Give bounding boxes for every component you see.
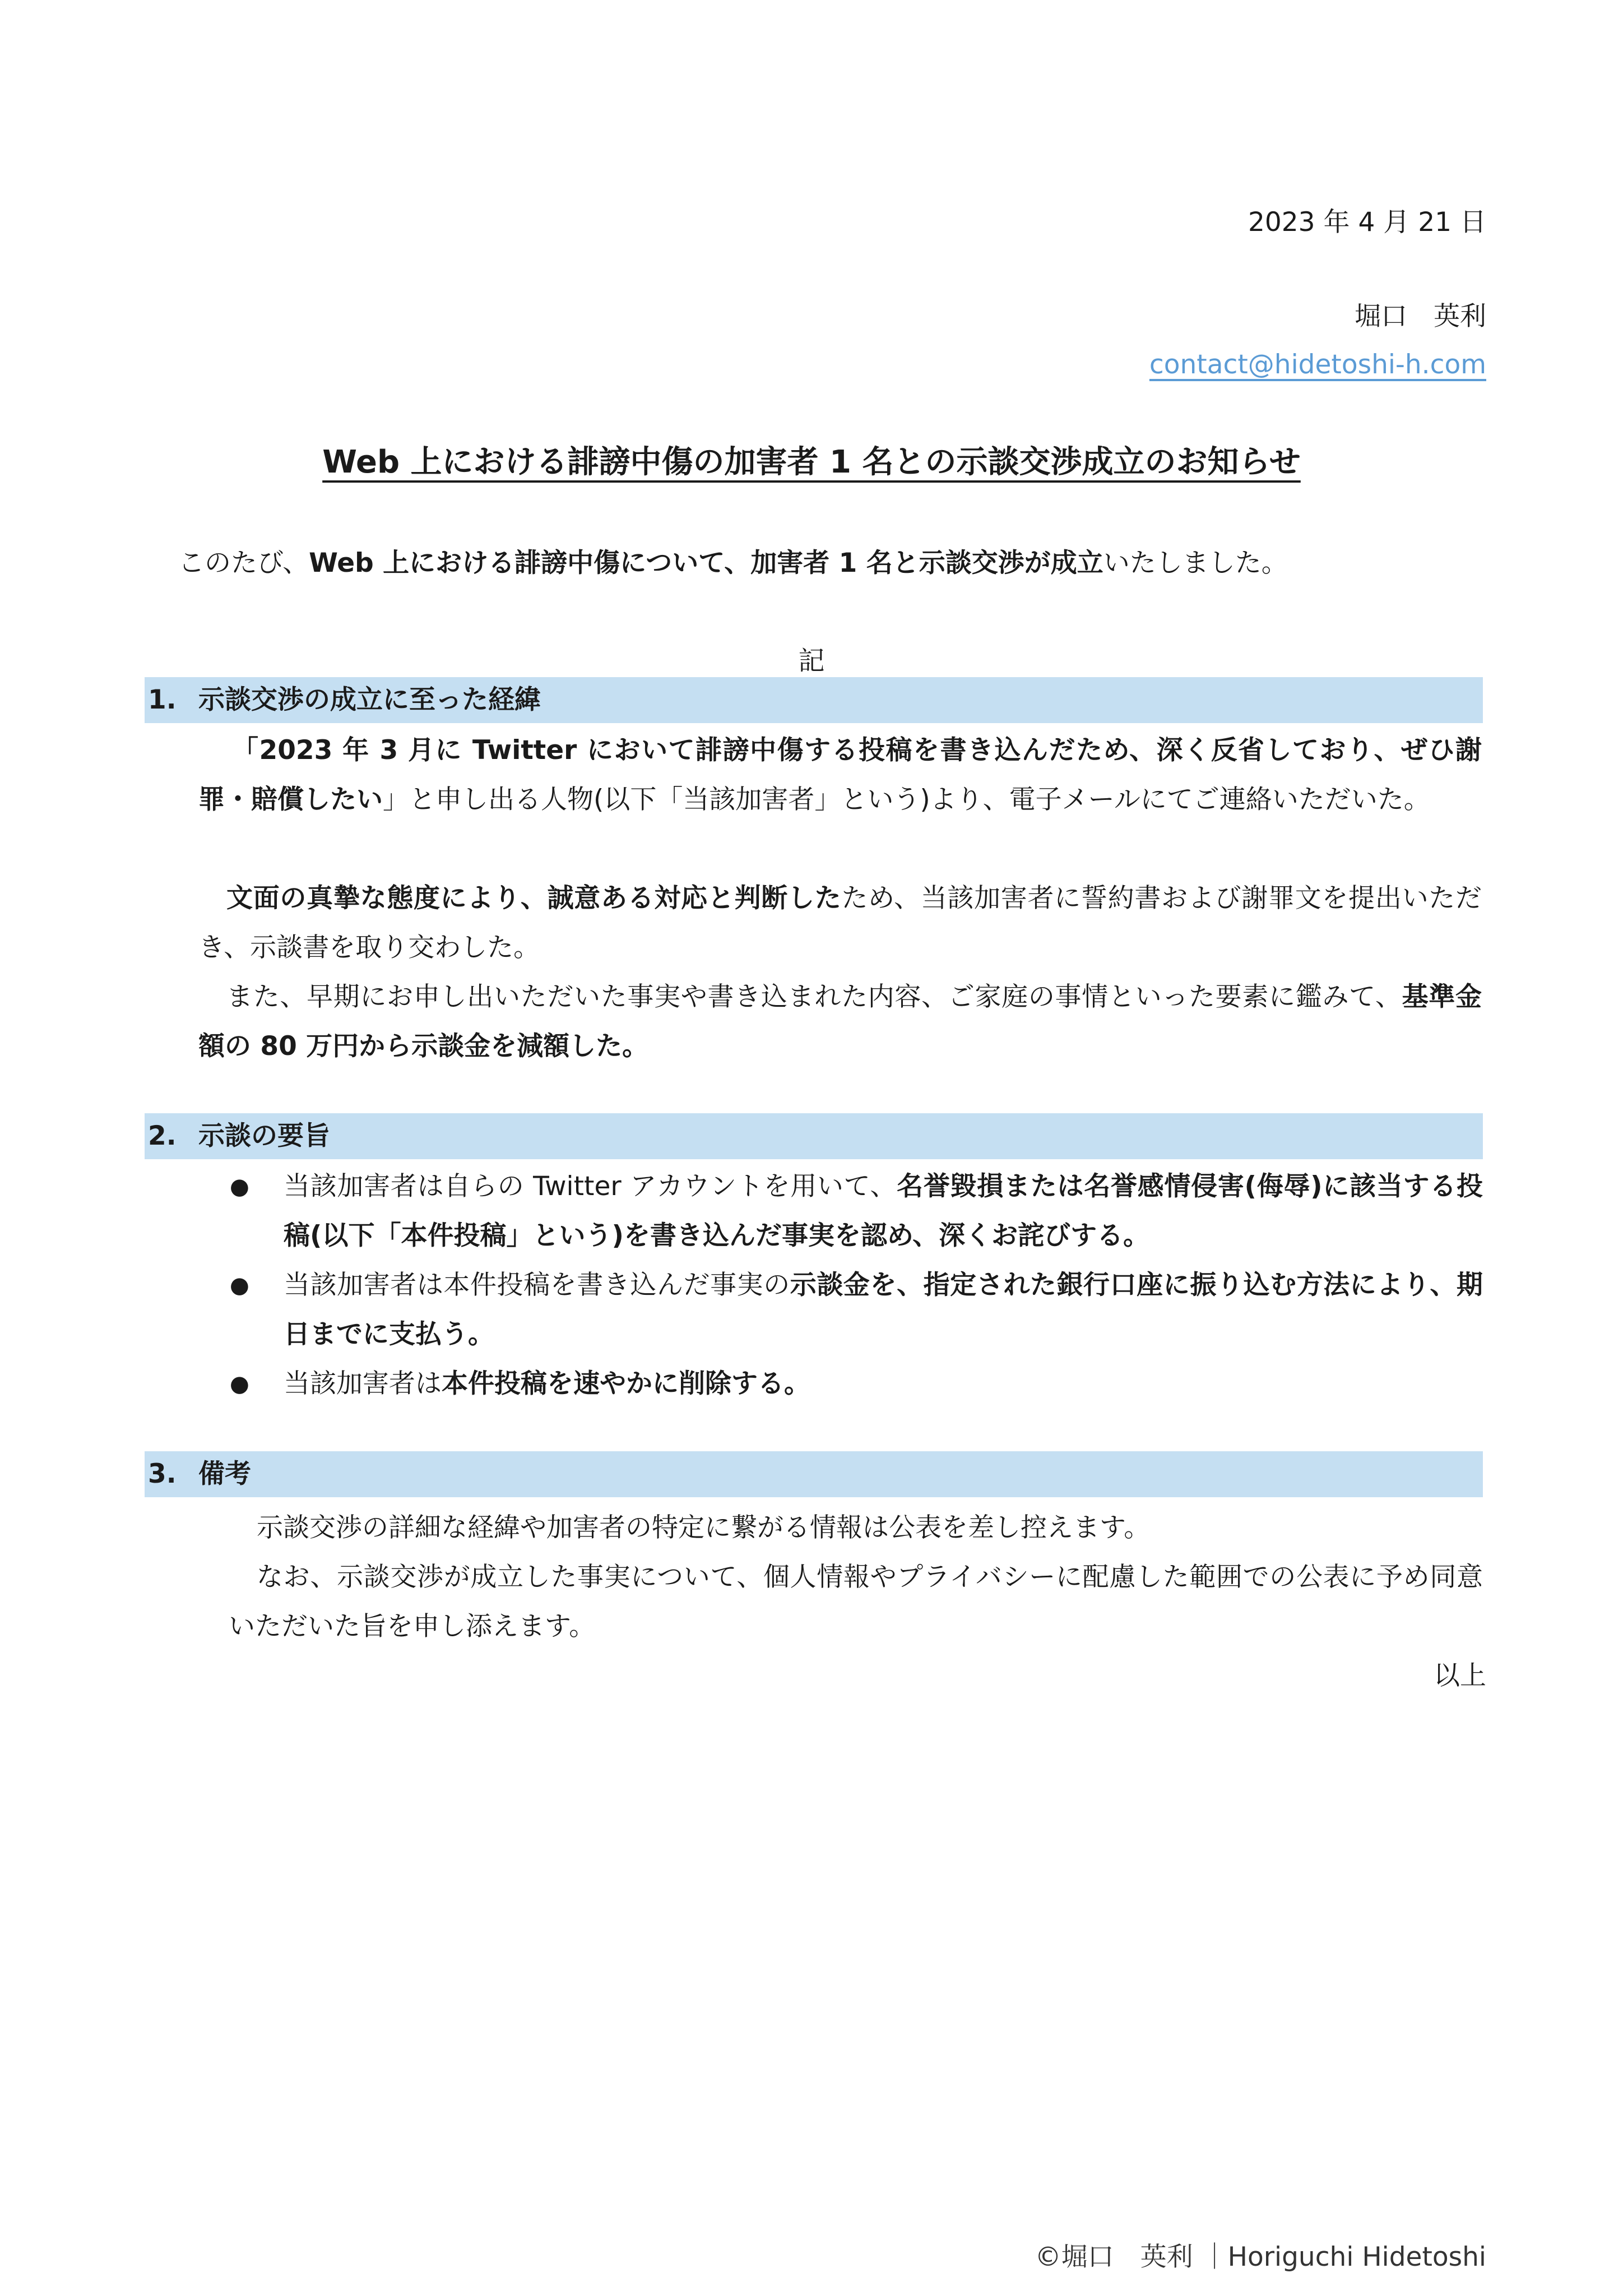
closing-mark: 以上 — [1434, 1660, 1486, 1691]
bullet-icon: ● — [230, 1272, 249, 1298]
section-3-label: 備考 — [198, 1459, 251, 1489]
document-title — [0, 440, 1623, 485]
section-1-label: 示談交渉の成立に至った経緯 — [198, 684, 541, 715]
section-1-p3-bold: 基準金額の 80 万円から示談金を減額した。 — [198, 982, 1482, 1062]
section-2-item-3-text: 当該加害者は — [284, 1368, 442, 1399]
section-2-label: 示談の要旨 — [198, 1121, 330, 1151]
section-1-paragraph-2 — [198, 874, 1482, 973]
section-3-paragraph-1: 示談交渉の詳細な経緯や加害者の特定に繋がる情報は公表を差し控えます。 — [257, 1512, 1151, 1543]
section-1-p2-text: ため、当該加害者に誓約書および謝罪文を提出いただき、示談書を取り交わした。 — [198, 883, 1482, 963]
author-email-link[interactable]: contact@hidetoshi-h.com — [1149, 349, 1486, 380]
section-1-p3-text: また、早期にお申し出いただいた事実や書き込まれた内容、ご家庭の事情といった要素に鑑みて、 — [226, 982, 1402, 1012]
section-3-number: 3. — [148, 1459, 177, 1489]
section-3-paragraph-2: なお、示談交渉が成立した事実について、個人情報やプライバシーに配慮した範囲での公表に予め同意いただいた旨を申し添えます。 — [229, 1562, 1483, 1642]
bullet-icon: ● — [230, 1371, 249, 1397]
section-1-heading — [145, 677, 1483, 723]
section-2-item-1 — [284, 1162, 1483, 1261]
section-1-number: 1. — [148, 684, 177, 715]
section-2-item-1-text: 当該加害者は自らの Twitter アカウントを用いて、 — [284, 1171, 897, 1202]
section-1-paragraph-1 — [198, 726, 1482, 825]
section-3-heading — [145, 1451, 1483, 1497]
intro-text-2: いたしました。 — [1103, 548, 1288, 578]
section-2-item-1-bold: 名誉毀損または名誉感情侵害(侮辱)に該当する投稿(以下「本件投稿」という)を書き込んだ事実を認め、深くお詫びする。 — [284, 1171, 1483, 1251]
document-date: 2023 年 4 月 21 日 — [1248, 207, 1486, 238]
intro-bold: Web 上における誹謗中傷について、加害者 1 名と示談交渉が成立 — [309, 548, 1103, 578]
section-2-item-2 — [284, 1261, 1483, 1359]
section-2-item-3 — [284, 1359, 1483, 1409]
section-2-number: 2. — [148, 1121, 177, 1151]
section-1-p2-bold: 文面の真摯な態度により、誠意ある対応と判断した — [226, 883, 842, 914]
section-1-p1-text: 」と申し出る人物(以下「当該加害者」という)より、電子メールにてご連絡いただいた。 — [383, 784, 1430, 815]
section-2-item-2-bold: 示談金を、指定された銀行口座に振り込む方法により、期日までに支払う。 — [284, 1270, 1483, 1350]
intro-text-1: このたび、 — [178, 548, 309, 578]
bullet-icon: ● — [230, 1174, 249, 1200]
page-footer: ©堀口 英利 ｜Horiguchi Hidetoshi — [1035, 2242, 1486, 2272]
section-2-heading — [145, 1113, 1483, 1159]
section-2-item-2-text: 当該加害者は本件投稿を書き込んだ事実の — [284, 1270, 790, 1300]
section-1-p1-bold: 「2023 年 3 月に Twitter において誹謗中傷する投稿を書き込んだため、深く反省しており、ぜひ謝罪・賠償したい — [198, 735, 1482, 815]
section-2-item-3-bold: 本件投稿を速やかに削除する。 — [442, 1368, 810, 1399]
section-1-paragraph-3 — [198, 973, 1482, 1071]
ki-marker: 記 — [798, 646, 825, 677]
document-title-text: Web 上における誹謗中傷の加害者 1 名との示談交渉成立のお知らせ — [322, 444, 1301, 480]
author-name: 堀口 英利 — [1355, 301, 1486, 332]
intro-paragraph — [178, 541, 1288, 586]
